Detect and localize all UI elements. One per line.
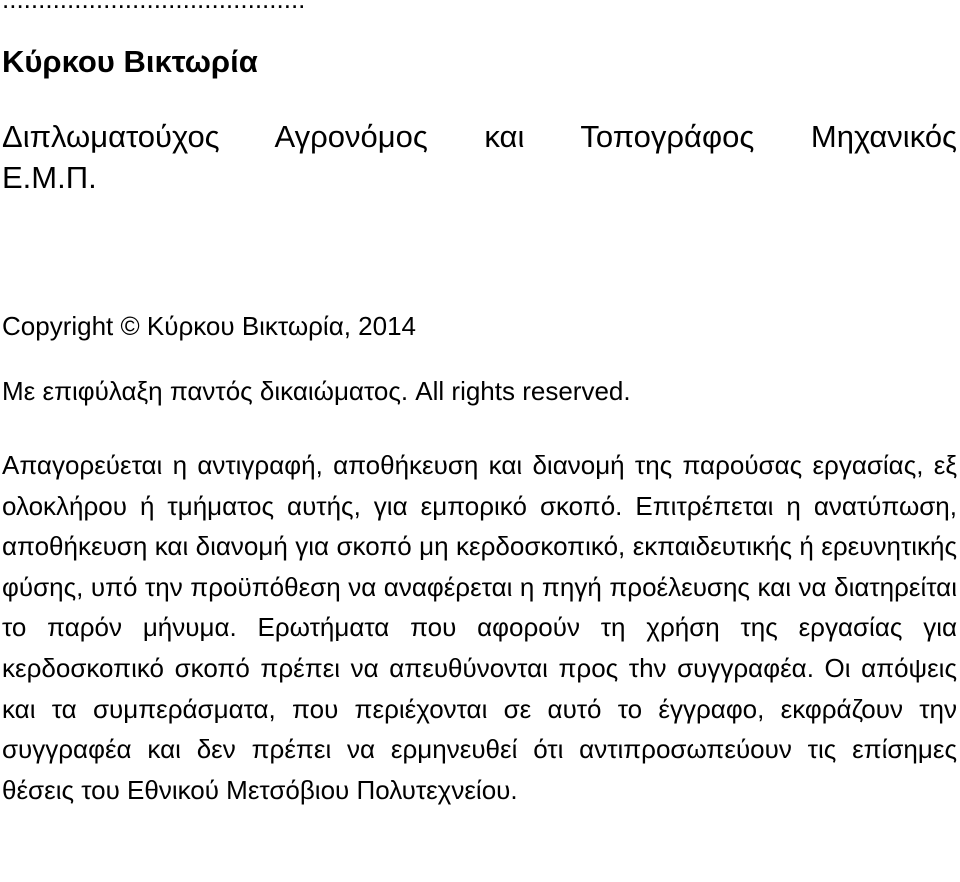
- author-degree-line-1: Διπλωματούχος Αγρονόμος και Τοπογράφος Μηχανικός: [2, 119, 957, 154]
- notice-sentence-inquiries: Ερωτήματα που αφορούν τη χρήση της εργασίας για κερδοσκοπικό σκοπό πρέπει να απευθύνονται προς τhν συγγραφέα.: [2, 612, 957, 683]
- author-name: Κύρκου Βικτωρία: [2, 44, 258, 79]
- author-degree-line-2: Ε.Μ.Π.: [2, 160, 97, 195]
- dotted-line: [2, 0, 305, 15]
- rights-reserved: Με επιφύλαξη παντός δικαιώματος. All rights reserved.: [2, 376, 631, 406]
- notice-sentence-commercial: Απαγορεύεται η αντιγραφή, αποθήκευση και διανομή της παρούσας εργασίας, εξ ολοκλήρου ή τμήματος αυτής, για εμπορικό σκοπό.: [2, 450, 957, 521]
- copyright-notice: Copyright © Κύρκου Βικτωρία, 2014: [2, 311, 417, 341]
- usage-notice-paragraph: [2, 445, 957, 810]
- notice-sentence-noncommercial: Επιτρέπεται η ανατύπωση, αποθήκευση και διανομή για σκοπό μη κερδοσκοπικό, εκπαιδευτικής ή ερευνητικής φύσης, υπό την προϋπόθεση να αναφέρεται η πηγή προέλευσης και να διατηρείται το παρόν μήνυμα.: [2, 490, 957, 643]
- notice-sentence-disclaimer: Οι απόψεις και τα συμπεράσματα, που περιέχονται σε αυτό το έγγραφο, εκφράζουν την συγγραφέα και δεν πρέπει να ερμηνευθεί ότι αντιπροσωπεύουν τις επίσημες θέσεις του Εθνικού Μετσόβιου Πολυτεχνείου.: [2, 652, 957, 805]
